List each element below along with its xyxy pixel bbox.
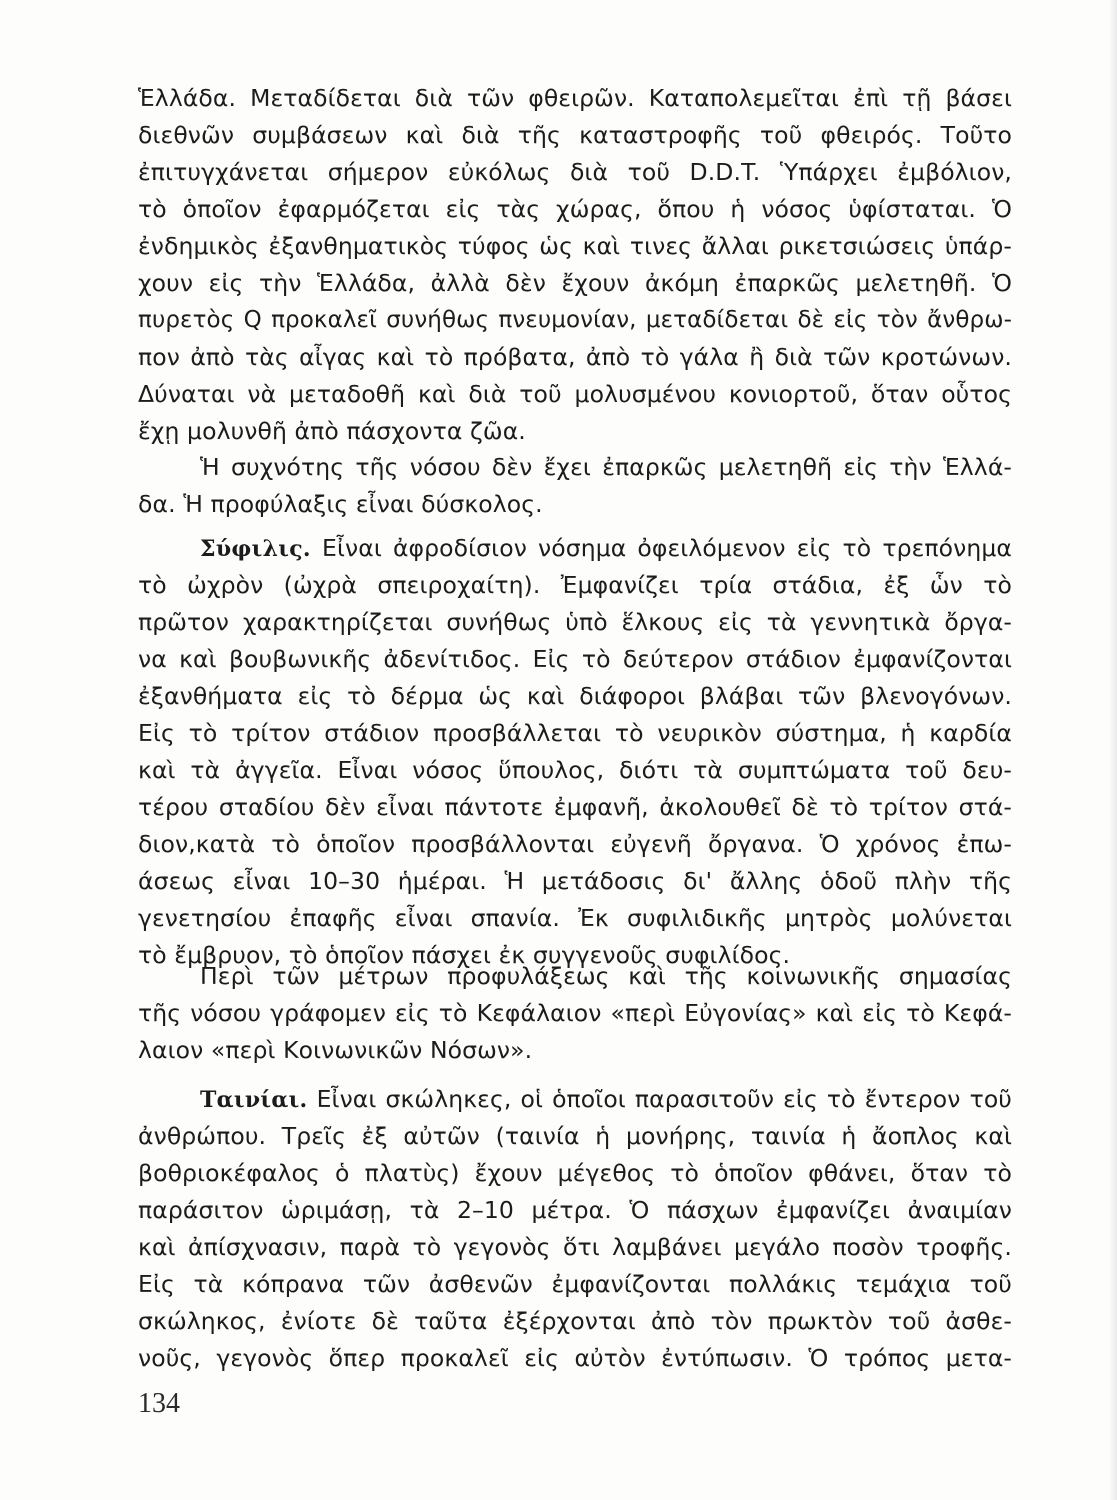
text-line-rest: Εἶναι σκώληκες, οἱ ὁποῖοι παρασιτοῦν εἰς τὸ ἔντερον τοῦ [316,1085,1012,1113]
text-line: Δύναται νὰ μεταδοθῆ καὶ διὰ τοῦ μολυσμένου κονιορτοῦ, ὅταν οὗτος [138,380,1012,408]
text-line: να καὶ βουβωνικῆς ἀδενίτιδος. Εἰς τὸ δεύτερον στάδιον ἐμφανίζονται [138,645,1012,673]
text-line: καὶ ἀπίσχνασιν, παρὰ τὸ γεγονὸς ὅτι λαμβάνει μεγάλο ποσὸν τροφῆς. [138,1233,1012,1261]
text-line: Περὶ τῶν μέτρων προφυλάξεως καὶ τῆς κοινωνικῆς σημασίας [200,962,1012,990]
text-line: πυρετὸς Q προκαλεῖ συνήθως πνευμονίαν, μεταδίδεται δὲ εἰς τὸν ἄνθρω- [138,307,1012,333]
paragraph-prevention-reference [138,958,1012,1069]
text-line: ἐνδημικὸς ἐξανθηματικὸς τύφος ὡς καὶ τινες ἄλλαι ρικετσιώσεις ὑπάρ- [138,232,1012,260]
text-line: Ἑλλάδα. Μεταδίδεται διὰ τῶν φθειρῶν. Καταπολεμεῖται ἐπὶ τῇ βάσει [138,84,1012,112]
text-line: ἐξανθήματα εἰς τὸ δέρμα ὡς καὶ διάφοροι βλάβαι τῶν βλενογόνων. [138,682,1012,710]
text-line: δα. Ἡ προφύλαξις εἶναι δύσκολος. [138,490,543,518]
text-line: Ἡ συχνότης τῆς νόσου δὲν ἔχει ἐπαρκῶς μελετηθῆ εἰς τὴν Ἑλλά- [200,453,1012,481]
section-heading-syphilis: Σύφιλις. [200,536,311,562]
text-line: πον ἀπὸ τὰς αἶγας καὶ τὸ πρόβατα, ἀπὸ τὸ γάλα ἢ διὰ τῶν κροτώνων. [138,343,1012,371]
text-line: σκώληκος, ἐνίοτε δὲ ταῦτα ἐξέρχονται ἀπὸ τὸν πρωκτὸν τοῦ ἀσθε- [138,1307,1012,1335]
text-line: πρῶτον χαρακτηρίζεται συνήθως ὑπὸ ἕλκους εἰς τὰ γεννητικὰ ὄργα- [138,608,1012,636]
text-line: διεθνῶν συμβάσεων καὶ διὰ τῆς καταστροφῆς τοῦ φθειρός. Τοῦτο [138,121,1012,149]
text-line: άσεως εἶναι 10–30 ἡμέραι. Ἡ μετάδοσις δι' ἄλλης ὁδοῦ πλὴν τῆς [138,867,1012,895]
text-line: τῆς νόσου γράφομεν εἰς τὸ Κεφάλαιον «περὶ Εὐγονίας» καὶ εἰς τὸ Κεφά- [138,999,1012,1027]
text-line: τέρου σταδίου δὲν εἶναι πάντοτε ἐμφανῆ, ἀκολουθεῖ δὲ τὸ τρίτον στά- [138,793,1012,821]
text-line: παράσιτον ὡριμάσῃ, τὰ 2–10 μέτρα. Ὁ πάσχων ἐμφανίζει ἀναιμίαν [138,1196,1012,1224]
text-line: ἀνθρώπου. Τρεῖς ἐξ αὐτῶν (ταινία ἡ μονήρης, ταινία ἡ ἄοπλος καὶ [138,1122,1012,1150]
text-line [138,530,1012,567]
section-heading-taeniae: Ταινίαι. [200,1087,308,1113]
text-line: Εἰς τὸ τρίτον στάδιον προσβάλλεται τὸ νευρικὸν σύστημα, ἡ καρδία [138,719,1012,747]
text-line: τὸ ὠχρὸν (ὠχρὰ σπειροχαίτη). Ἐμφανίζει τρία στάδια, ἐξ ὧν τὸ [138,571,1012,599]
text-line: λαιον «περὶ Κοινωνικῶν Νόσων». [138,1036,533,1064]
text-line: καὶ τὰ ἀγγεῖα. Εἶναι νόσος ὕπουλος, διότι τὰ συμπτώματα τοῦ δευ- [138,756,1012,784]
text-line: τὸ ἔμβρυον, τὸ ὁποῖον πάσχει ἐκ συγγενοῦς συφιλίδος. [138,941,791,969]
section-syphilis [138,530,1012,974]
paragraph-typhus-continued [138,80,1012,450]
text-line: Εἰς τὰ κόπρανα τῶν ἀσθενῶν ἐμφανίζονται πολλάκις τεμάχια τοῦ [138,1270,1012,1298]
text-line-rest: Εἶναι ἀφροδίσιον νόσημα ὀφειλόμενον εἰς τὸ τρεπόνημα [322,534,1012,562]
text-line: ἔχῃ μολυνθῆ ἀπὸ πάσχοντα ζῶα. [138,417,526,445]
text-line: χουν εἰς τὴν Ἑλλάδα, ἀλλὰ δὲν ἔχουν ἀκόμη ἐπαρκῶς μελετηθῆ. Ὁ [138,269,1012,297]
page-number: 134 [138,1388,180,1419]
text-line: βοθριοκέφαλος ὁ πλατὺς) ἔχουν μέγεθος τὸ ὁποῖον φθάνει, ὅταν τὸ [138,1159,1012,1187]
section-taeniae [138,1081,1012,1377]
text-line: γενετησίου ἐπαφῆς εἶναι σπανία. Ἐκ συφιλιδικῆς μητρὸς μολύνεται [138,904,1012,932]
scan-edge-shadow [1109,0,1117,1500]
text-line: διον,κατὰ τὸ ὁποῖον προσβάλλονται εὐγενῆ ὄργανα. Ὁ χρόνος ἐπω- [138,830,1012,858]
text-line: ἐπιτυγχάνεται σήμερον εὐκόλως διὰ τοῦ D.D.T. Ὑπάρχει ἐμβόλιον, [138,158,1012,186]
paragraph-frequency [138,449,1012,523]
text-line [138,1081,1012,1118]
text-line: τὸ ὁποῖον ἐφαρμόζεται εἰς τὰς χώρας, ὅπου ἡ νόσος ὑφίσταται. Ὁ [138,195,1012,223]
text-line: νοῦς, γεγονὸς ὅπερ προκαλεῖ εἰς αὐτὸν ἐντύπωσιν. Ὁ τρόπος μετα- [138,1344,1012,1372]
